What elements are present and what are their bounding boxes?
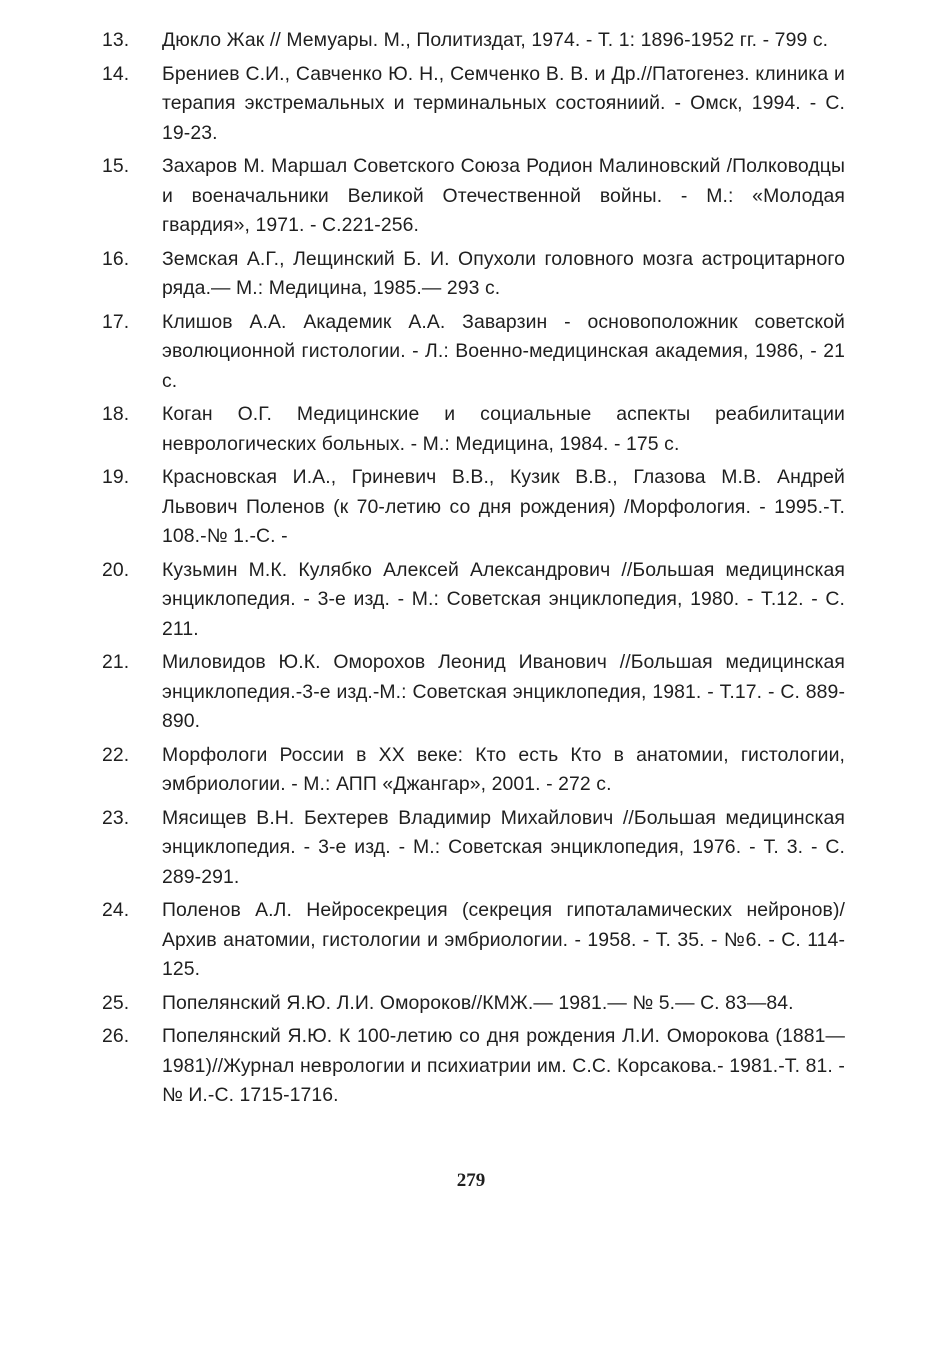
- reference-number: 22.: [102, 743, 130, 766]
- reference-text: Миловидов Ю.К. Оморохов Леонид Иванович //Большая медицинская энциклопедия.-3-е изд.-М.: Советская энциклопедия, 1981. - Т.17. - С. 889-890.: [162, 651, 845, 732]
- reference-item: [100, 989, 845, 1019]
- reference-number: 25.: [102, 991, 130, 1014]
- reference-item: [100, 400, 845, 459]
- reference-number: 20.: [102, 558, 130, 581]
- reference-number: 24.: [102, 899, 130, 921]
- reference-text: Мясищев В.Н. Бехтерев Владимир Михайлович //Большая медицинская энциклопедия. - 3-е изд. - М.: Советская энциклопедия, 1976. - Т. 3. - С. 289-291.: [162, 806, 845, 888]
- reference-item: [100, 152, 845, 241]
- reference-item: [100, 245, 845, 304]
- reference-text: Попелянский Я.Ю. Л.И. Омороков//КМЖ.— 1981.— № 5.— С. 83—84.: [162, 991, 794, 1014]
- reference-text: Земская А.Г., Лещинский Б. И. Опухоли головного мозга астроцитарного ряда.— М.: Медицина, 1985.— 293 с.: [162, 247, 845, 299]
- reference-number: 19.: [102, 466, 130, 488]
- reference-text: Клишов А.А. Академик А.А. Заварзин - основоположник советской эволюционной гистологии. - Л.: Военно-медицинская академия, 1986, - 21 с.: [162, 310, 845, 392]
- reference-list: [100, 26, 845, 1115]
- reference-item: [100, 26, 845, 56]
- reference-item: [100, 1022, 845, 1111]
- page-number: 279: [456, 1170, 486, 1191]
- reference-item: [100, 463, 845, 552]
- reference-number: 13.: [102, 29, 130, 51]
- reference-number: 26.: [102, 1025, 130, 1047]
- reference-item: [100, 648, 845, 737]
- reference-number: 23.: [102, 806, 130, 829]
- reference-text: Морфологи России в XX веке: Кто есть Кто в анатомии, гистологии, эмбриологии. - М.: АПП «Джангар», 2001. - 272 с.: [162, 743, 845, 795]
- reference-text: Красновская И.А., Гриневич В.В., Кузик В.В., Глазова М.В. Андрей Львович Поленов (к 70-летию со дня рождения) /Морфология. - 1995.-Т. 108.-№ 1.-С. -: [162, 466, 845, 547]
- reference-number: 21.: [102, 651, 130, 673]
- reference-item: [100, 741, 845, 800]
- reference-number: 18.: [102, 403, 130, 425]
- reference-number: 14.: [102, 62, 130, 85]
- reference-item: [100, 896, 845, 985]
- reference-text: Брениев С.И., Савченко Ю. Н., Семченко В. В. и Др.//Патогенез. клиника и терапия экстремальных и терминальных состояниий. - Омск, 1994. - С. 19-23.: [162, 62, 845, 144]
- reference-number: 15.: [102, 155, 130, 177]
- reference-number: 17.: [102, 310, 130, 333]
- reference-text: Дюкло Жак // Мемуары. М., Политиздат, 1974. - Т. 1: 1896-1952 гг. - 799 с.: [162, 29, 829, 51]
- reference-item: [100, 308, 845, 397]
- reference-text: Коган О.Г. Медицинские и социальные аспекты реабилитации неврологических больных. - М.: Медицина, 1984. - 175 с.: [162, 403, 845, 455]
- reference-text: Попелянский Я.Ю. К 100-летию со дня рождения Л.И. Оморокова (1881— 1981)//Журнал неврологии и психиатрии им. С.С. Корсакова.- 1981.-Т. 81. -№ И.-С. 1715-1716.: [162, 1025, 845, 1106]
- reference-item: [100, 556, 845, 645]
- reference-number: 16.: [102, 247, 130, 270]
- reference-text: Поленов А.Л. Нейросекреция (секреция гипоталамических нейронов)/Архив анатомии, гистологии и эмбриологии. - 1958. - Т. 35. - №6. - С. 114- 125.: [162, 899, 845, 980]
- reference-text: Кузьмин М.К. Кулябко Алексей Александрович //Большая медицинская энциклопедия. - 3-е изд. - М.: Советская энциклопедия, 1980. - Т.12. - С. 211.: [162, 558, 845, 640]
- reference-item: [100, 804, 845, 893]
- reference-item: [100, 60, 845, 149]
- reference-text: Захаров М. Маршал Советского Союза Родион Малиновский /Полководцы и военачальники Великой Отечественной войны. - М.: «Молодая гвардия», 1971. - С.221-256.: [162, 155, 845, 236]
